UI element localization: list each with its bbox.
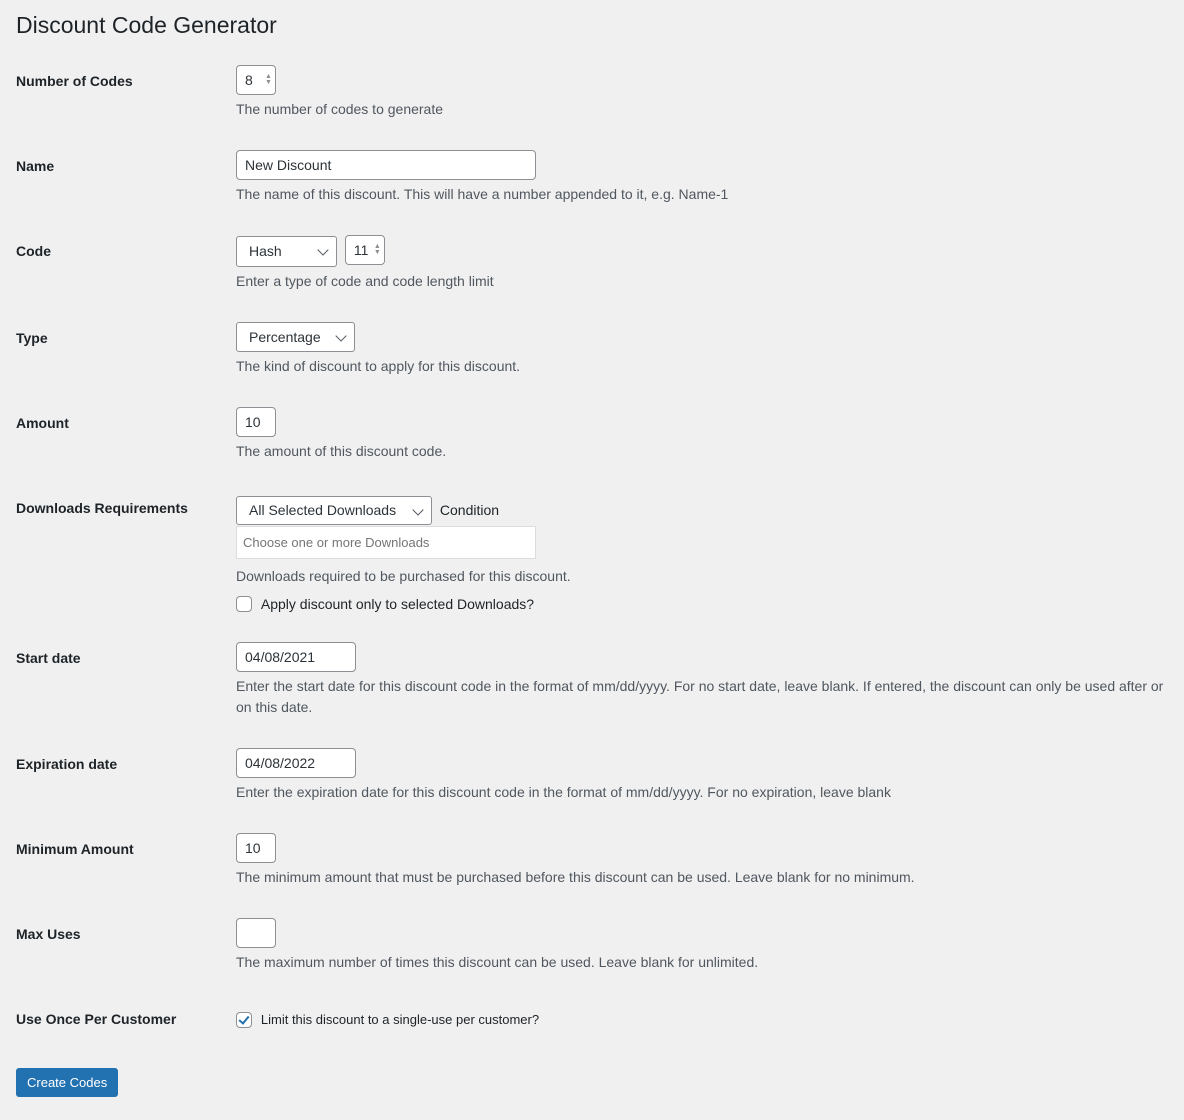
code-length-input[interactable]: [345, 235, 385, 265]
max-uses-field: [236, 918, 1168, 973]
downloads-requirements-description: Downloads required to be purchased for this discount.: [236, 568, 571, 584]
create-codes-button[interactable]: Create Codes: [16, 1068, 118, 1097]
start-date-input[interactable]: 04/08/2021: [236, 642, 356, 672]
minimum-amount-input[interactable]: 10: [236, 833, 276, 863]
type-field: [236, 322, 1168, 377]
apply-selected-downloads-checkbox[interactable]: [236, 596, 252, 612]
use-once-checkbox-label[interactable]: Limit this discount to a single-use per customer?: [260, 1012, 540, 1028]
name-label: Name: [16, 158, 55, 174]
downloads-condition-select[interactable]: [236, 496, 432, 525]
amount-label: Amount: [16, 415, 69, 431]
max-uses-description: The maximum number of times this discount can be used. Leave blank for unlimited.: [236, 954, 759, 970]
downloads-condition-value: All Selected Downloads: [249, 502, 397, 518]
amount-input[interactable]: 10: [236, 407, 276, 437]
chevron-down-icon: [335, 330, 346, 341]
minimum-amount-label: Minimum Amount: [16, 841, 134, 857]
use-once-label: Use Once Per Customer: [16, 1011, 177, 1027]
start-date-field: [236, 642, 1168, 718]
amount-description: The amount of this discount code.: [236, 443, 447, 459]
use-once-checkbox[interactable]: [236, 1012, 252, 1028]
minimum-amount-field: [236, 833, 1168, 888]
apply-selected-downloads-label[interactable]: Apply discount only to selected Downloads?: [260, 596, 535, 613]
minimum-amount-description: The minimum amount that must be purchased before this discount can be used. Leave blank for no minimum.: [236, 869, 915, 885]
use-once-field: [236, 1009, 1168, 1029]
downloads-search-input[interactable]: Choose one or more Downloads: [236, 526, 536, 559]
name-input[interactable]: New Discount: [236, 150, 536, 180]
code-type-select[interactable]: [236, 236, 337, 267]
code-length-value: 11: [353, 242, 369, 258]
condition-label: Condition: [439, 502, 500, 518]
type-select[interactable]: [236, 322, 355, 352]
downloads-requirements-label: Downloads Requirements: [16, 500, 188, 516]
expiration-date-field: [236, 748, 1168, 803]
number-of-codes-value: 8: [245, 72, 253, 88]
code-description: Enter a type of code and code length limit: [236, 273, 494, 289]
downloads-requirements-field: [236, 496, 1168, 613]
type-value: Percentage: [249, 329, 321, 345]
expiration-date-label: Expiration date: [16, 756, 118, 772]
max-uses-input[interactable]: [236, 918, 276, 948]
spinner-icon[interactable]: ▲ ▼: [265, 73, 272, 86]
code-type-value: Hash: [249, 243, 282, 259]
apply-selected-downloads-option: [236, 593, 1168, 613]
code-field: [236, 235, 1168, 292]
name-field: [236, 150, 1168, 205]
max-uses-label: Max Uses: [16, 926, 81, 942]
number-of-codes-input[interactable]: [236, 65, 276, 95]
start-date-label: Start date: [16, 650, 81, 666]
page-title: Discount Code Generator: [16, 12, 277, 38]
type-description: The kind of discount to apply for this discount.: [236, 358, 521, 374]
start-date-description: Enter the start date for this discount code in the format of mm/dd/yyyy. For no start date, leave blank. If entered, the discount can only be used after or on this date.: [236, 678, 1164, 715]
amount-field: [236, 407, 1168, 462]
chevron-down-icon: [412, 504, 423, 515]
number-of-codes-field: [236, 65, 1168, 120]
type-label: Type: [16, 330, 48, 346]
chevron-down-icon: [317, 244, 328, 255]
expiration-date-description: Enter the expiration date for this discount code in the format of mm/dd/yyyy. For no expiration, leave blank: [236, 784, 891, 800]
expiration-date-input[interactable]: 04/08/2022: [236, 748, 356, 778]
spinner-icon[interactable]: ▲ ▼: [373, 243, 381, 256]
code-label: Code: [16, 243, 51, 259]
number-of-codes-description: The number of codes to generate: [236, 101, 444, 117]
name-description: The name of this discount. This will have a number appended to it, e.g. Name-1: [236, 186, 729, 202]
number-of-codes-label: Number of Codes: [16, 73, 133, 89]
